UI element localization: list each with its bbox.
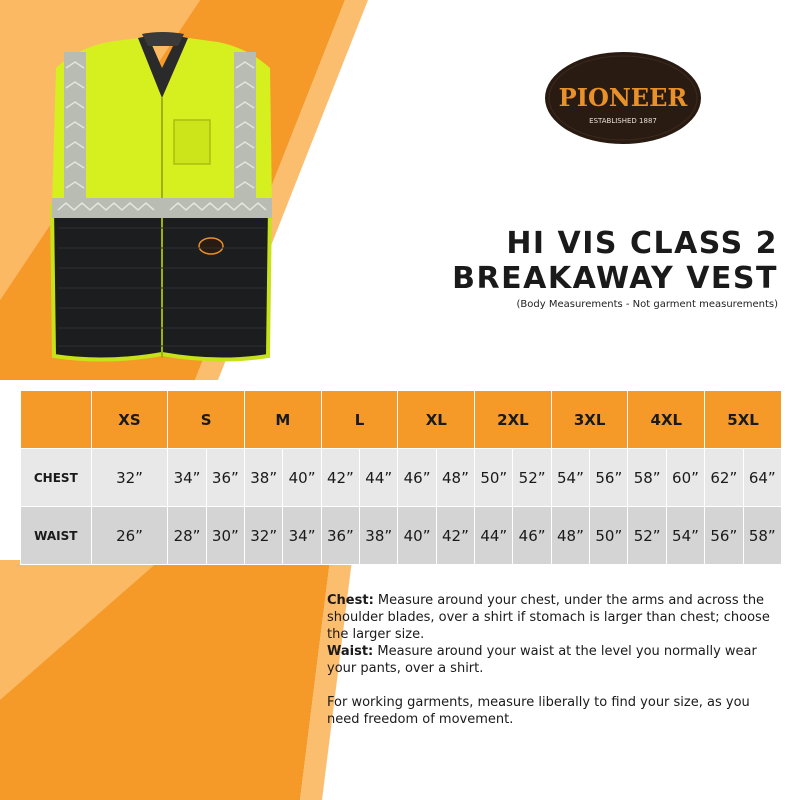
header-corner bbox=[21, 391, 92, 449]
waist-value: 56” bbox=[705, 507, 743, 565]
chest-instruction-label: Chest: bbox=[327, 593, 374, 608]
waist-value: 40” bbox=[398, 507, 436, 565]
chest-value: 60” bbox=[666, 449, 704, 507]
size-header: 2XL bbox=[475, 391, 552, 449]
chest-value: 48” bbox=[436, 449, 474, 507]
waist-instruction bbox=[327, 643, 777, 677]
working-garment-note: For working garments, measure liberally to find your size, as you need freedom of movement. bbox=[327, 695, 750, 727]
size-header-row bbox=[21, 391, 782, 449]
waist-value: 30” bbox=[206, 507, 244, 565]
chest-value: 36” bbox=[206, 449, 244, 507]
waist-instruction-label: Waist: bbox=[327, 644, 374, 659]
chest-value: 64” bbox=[743, 449, 782, 507]
measurement-note: (Body Measurements - Not garment measurements) bbox=[516, 299, 778, 310]
chest-instruction bbox=[327, 592, 777, 643]
waist-value: 42” bbox=[436, 507, 474, 565]
waist-value: 36” bbox=[321, 507, 359, 565]
waist-value: 38” bbox=[360, 507, 398, 565]
logo-tagline: ESTABLISHED 1887 bbox=[589, 117, 657, 125]
chest-row bbox=[21, 449, 782, 507]
size-header: XL bbox=[398, 391, 475, 449]
waist-value: 34” bbox=[283, 507, 321, 565]
chest-value: 42” bbox=[321, 449, 359, 507]
size-header: M bbox=[245, 391, 322, 449]
waist-value: 26” bbox=[91, 507, 168, 565]
waist-value: 54” bbox=[666, 507, 704, 565]
chest-value: 58” bbox=[628, 449, 666, 507]
chest-value: 56” bbox=[590, 449, 628, 507]
chest-value: 62” bbox=[705, 449, 743, 507]
size-header: 5XL bbox=[705, 391, 782, 449]
waist-value: 28” bbox=[168, 507, 206, 565]
pioneer-logo bbox=[543, 50, 703, 146]
logo-wordmark: PIONEER bbox=[558, 83, 688, 112]
row-label-chest: CHEST bbox=[21, 449, 92, 507]
waist-value: 32” bbox=[245, 507, 283, 565]
chest-value: 46” bbox=[398, 449, 436, 507]
waist-instruction-text: Measure around your waist at the level you normally wear your pants, over a shirt. bbox=[327, 644, 757, 676]
size-header: S bbox=[168, 391, 245, 449]
size-header: 4XL bbox=[628, 391, 705, 449]
waist-value: 46” bbox=[513, 507, 551, 565]
waist-row bbox=[21, 507, 782, 565]
size-chart-table bbox=[20, 390, 782, 565]
measurement-instructions bbox=[327, 592, 777, 728]
waist-value: 44” bbox=[475, 507, 513, 565]
product-title-line-2: BREAKAWAY VEST bbox=[452, 261, 778, 296]
chest-value: 40” bbox=[283, 449, 321, 507]
chest-instruction-text: Measure around your chest, under the arms and across the shoulder blades, over a shirt if stomach is larger than chest; choose the larger size. bbox=[327, 593, 770, 642]
size-header: L bbox=[321, 391, 398, 449]
chest-value: 34” bbox=[168, 449, 206, 507]
row-label-waist: WAIST bbox=[21, 507, 92, 565]
vest-image bbox=[38, 28, 288, 368]
waist-value: 50” bbox=[590, 507, 628, 565]
waist-value: 58” bbox=[743, 507, 782, 565]
size-header: 3XL bbox=[551, 391, 628, 449]
size-header: XS bbox=[91, 391, 168, 449]
chest-value: 54” bbox=[551, 449, 589, 507]
chest-value: 52” bbox=[513, 449, 551, 507]
product-title-line-1: HI VIS CLASS 2 bbox=[506, 226, 778, 261]
chest-value: 44” bbox=[360, 449, 398, 507]
chest-value: 50” bbox=[475, 449, 513, 507]
waist-value: 48” bbox=[551, 507, 589, 565]
waist-value: 52” bbox=[628, 507, 666, 565]
chest-value: 32” bbox=[91, 449, 168, 507]
chest-value: 38” bbox=[245, 449, 283, 507]
